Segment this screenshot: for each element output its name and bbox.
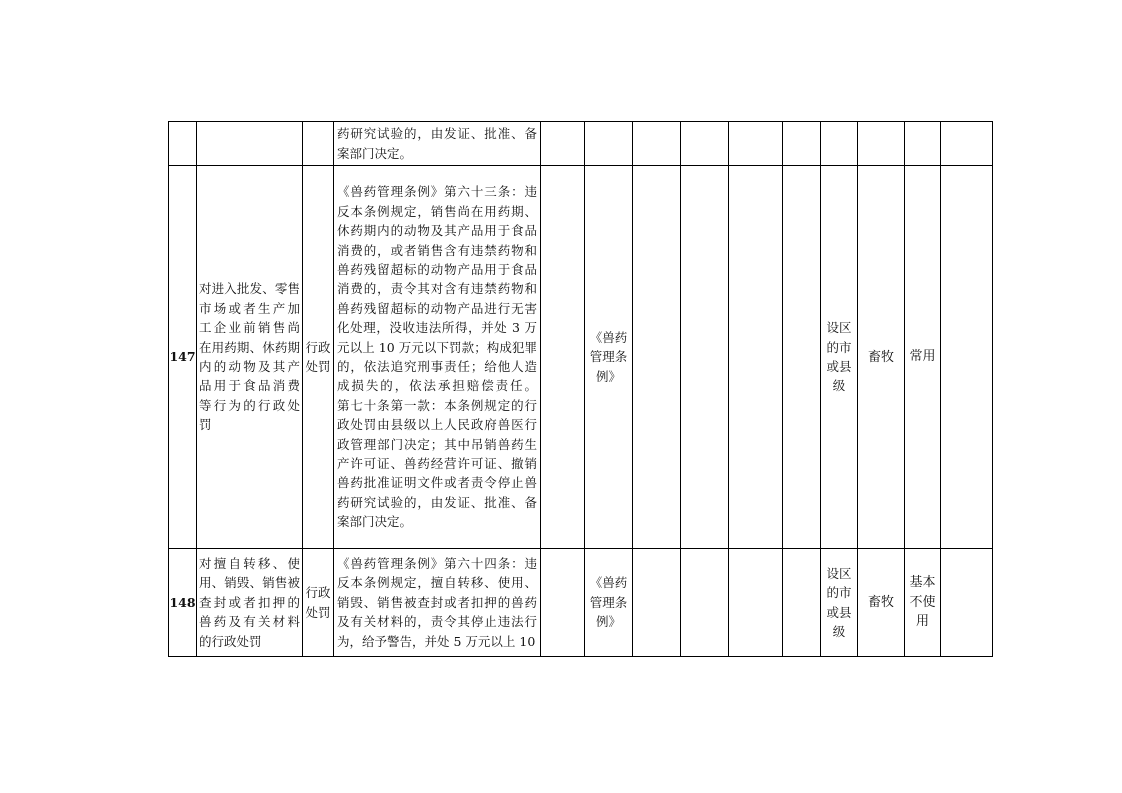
item-name-line: 用、销毁、销售被 [199,575,300,591]
basis-document-line: 例》 [595,368,621,384]
basis-document [585,549,633,657]
legal-basis-line: 化处理，没收违法所得，并处 3 万 [337,320,537,336]
item-type [303,122,334,166]
empty-cell [633,549,681,657]
basis-document [585,166,633,549]
usage-frequency [905,549,941,657]
usage-frequency-line: 基本 [909,575,936,591]
legal-basis [334,122,541,166]
item-type-line: 行政 [305,585,331,601]
empty-cell [681,549,729,657]
item-name-line: 市场或者生产加 [199,300,300,316]
legal-basis-line: 兽药残留超标的动物产品进行无害 [337,300,537,316]
usage-frequency-line: 不使 [909,594,936,610]
empty-cell [729,122,783,166]
item-name-line: 罚 [199,417,212,433]
item-name [197,549,303,657]
legal-basis-line: 兽药残留超标的动物产品用于食品 [337,261,537,277]
basis-document-line: 管理条 [589,594,628,610]
legal-basis-line: 休药期内的动物及其产品用于食品 [337,223,537,239]
empty-cell [941,122,993,166]
legal-basis-line: 药研究试验的，由发证、批准、备 [337,126,537,142]
empty-cell [633,122,681,166]
department-label: 畜牧 [867,595,894,611]
empty-cell [941,166,993,549]
enforcement-level-line: 级 [832,623,846,639]
legal-basis [334,166,541,549]
enforcement-level-line: 的市 [826,339,852,355]
item-name [197,122,303,166]
item-name-line: 的行政处罚 [199,633,262,649]
table-row [169,166,993,549]
legal-basis-line: 为，给予警告，并处 5 万元以上 10 [337,633,536,649]
item-name-line: 在用药期、休药期 [199,339,300,355]
table-row [169,549,993,657]
legal-basis-line: 政处罚由县级以上人民政府兽医行 [337,417,537,433]
legal-basis-line: 产许可证、兽药经营许可证、撤销 [337,456,537,472]
item-type [303,549,334,657]
empty-cell [541,122,585,166]
empty-cell [681,166,729,549]
empty-cell [941,549,993,657]
item-type-line: 行政 [305,339,331,355]
legal-basis-line: 《兽药管理条例》第六十三条：违 [337,184,537,200]
item-name-line: 兽药及有关材料 [199,614,300,630]
usage-frequency [905,122,941,166]
legal-basis-line: 反本条例规定，擅自转移、使用、 [337,575,537,591]
empty-cell [783,549,821,657]
enforcement-level-line: 或县 [826,359,852,374]
enforcement-level [821,166,858,549]
department [858,166,905,549]
item-name-line: 工企业前销售尚 [199,320,300,336]
department-label: 畜牧 [867,349,894,365]
item-name-line: 对进入批发、零售 [199,281,300,297]
department [858,549,905,657]
item-name-line: 内的动物及其产 [199,359,300,374]
basis-document-line: 《兽药 [589,575,628,591]
enforcement-level-line: 的市 [826,585,852,601]
basis-document-line: 《兽药 [589,329,628,345]
empty-cell [729,549,783,657]
legal-basis-line: 政管理部门决定；其中吊销兽药生 [337,436,537,452]
enforcement-level [821,122,858,166]
usage-frequency [905,166,941,549]
empty-cell [681,122,729,166]
enforcement-level-line: 设区 [826,565,852,581]
legal-basis [334,549,541,657]
legal-basis-line: 反本条例规定，销售尚在用药期、 [337,203,537,219]
legal-basis-line: 案部门决定。 [337,145,413,161]
empty-cell [633,166,681,549]
basis-document [585,122,633,166]
row-number: 148 [169,549,197,657]
department [858,122,905,166]
item-name-line: 品用于食品消费 [199,378,300,394]
item-type-line: 处罚 [305,359,331,374]
usage-frequency-line: 常用 [909,349,936,365]
row-number: 147 [169,166,197,549]
row-number [169,122,197,166]
enforcement-level-line: 设区 [826,320,852,336]
empty-cell [541,549,585,657]
legal-basis-line: 药研究试验的，由发证、批准、备 [337,494,537,510]
enforcement-level [821,549,858,657]
legal-basis-line: 元以上 10 万元以下罚款；构成犯罪 [337,339,537,355]
legal-basis-line: 的，依法追究刑事责任；给他人造 [337,359,537,374]
table-row [169,122,993,166]
legal-basis-line: 《兽药管理条例》第六十四条：违 [337,555,537,571]
empty-cell [729,166,783,549]
legal-basis-line: 消费的，责令其对含有违禁药物和 [337,281,537,297]
empty-cell [541,166,585,549]
legal-basis-line: 及有关材料的，责令其停止违法行 [337,614,537,630]
item-name [197,166,303,549]
legal-basis-line: 案部门决定。 [337,514,413,530]
usage-frequency-line: 用 [915,614,929,630]
item-type [303,166,334,549]
empty-cell [783,122,821,166]
legal-basis-line: 销毁、销售被查封或者扣押的兽药 [337,594,537,610]
item-name-line: 等行为的行政处 [199,397,300,413]
legal-basis-line: 第七十条第一款：本条例规定的行 [337,397,537,413]
empty-cell [783,166,821,549]
basis-document-line: 管理条 [589,349,628,365]
item-name-line: 对擅自转移、使 [199,555,300,571]
permission-table [168,121,993,657]
item-name-line: 查封或者扣押的 [199,594,300,610]
enforcement-level-line: 或县 [826,604,852,620]
legal-basis-line: 兽药批准证明文件或者责令停止兽 [337,475,537,491]
legal-basis-line: 消费的，或者销售含有违禁药物和 [337,242,537,258]
item-type-line: 处罚 [305,604,331,620]
basis-document-line: 例》 [595,614,621,630]
enforcement-level-line: 级 [832,378,846,394]
legal-basis-line: 成损失的，依法承担赔偿责任。 [337,378,537,394]
